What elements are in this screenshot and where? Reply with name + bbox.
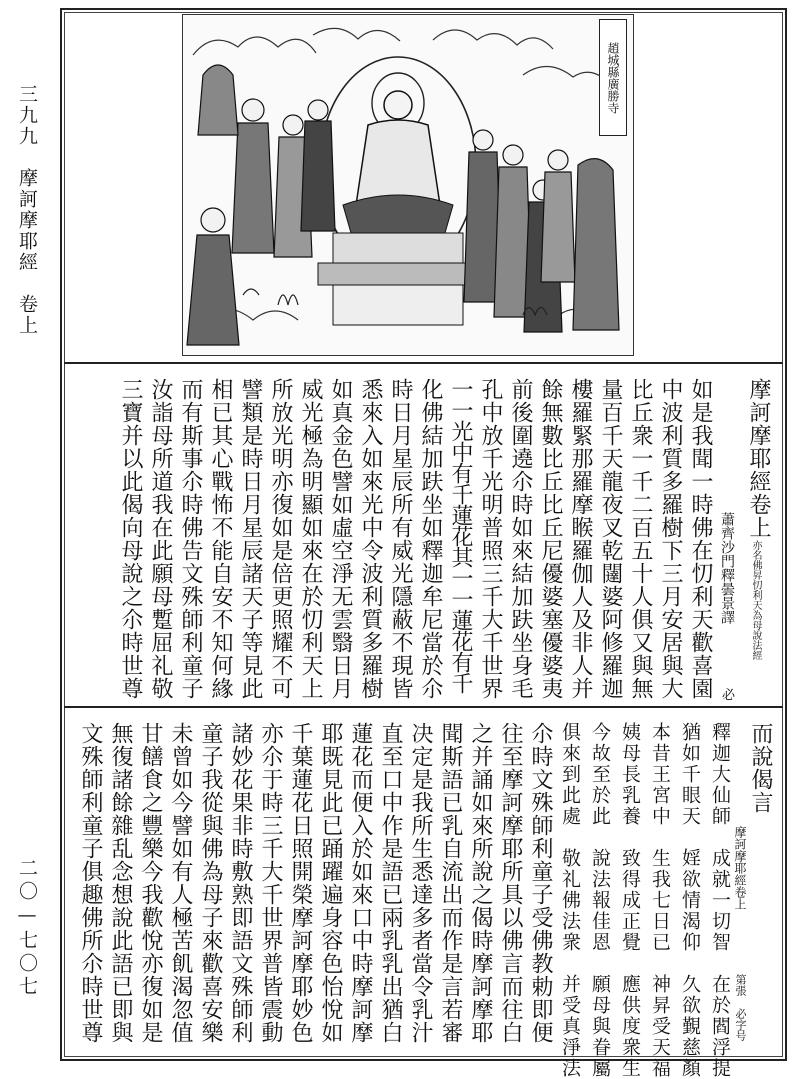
buddha-assembly-drawing [183,15,634,356]
verse-header: 而說偈言 [748,722,773,814]
text-column: 亦尒于時三千大千世界普皆震動 [258,722,283,1044]
text-column: 諸妙花果非時敷熟即語文殊師利 [228,722,253,1044]
verse-column: 本昔王宮中 生我七日已 神昇受天福 [649,722,671,1079]
text-column: 聞斯語已乳自流出而作是言若審 [438,722,463,1044]
text-column: 樓羅緊那羅摩睺羅伽人及非人并 [568,378,593,700]
margin-note-page: 第張 [734,974,747,996]
text-column: 譬類是時日月星辰諸天子等見此 [238,378,263,700]
text-column: 耶既見此已踊躍遍身容色怡悅如 [318,722,343,1044]
margin-page-number: 二〇—七〇七 [16,858,38,999]
margin-note-glyph: 必字号 [734,1008,747,1041]
text-column: 蓮花而便入於如來口中時摩訶摩 [348,722,373,1044]
text-column: 童子我從與佛為母子來歡喜安樂 [198,722,223,1044]
text-column: 中波利質多羅樹下三月安居與大 [658,378,683,700]
temple-cartouche: 趙城縣廣勝寺 [599,19,627,136]
text-column: 三寶并以此偈向母說之尒時世尊 [118,378,143,700]
verse-column: 釋迦大仙師 成就一切智 在於閻浮提 [709,722,731,1079]
text-column: 量百千天龍夜叉乾闥婆阿修羅迦 [598,378,623,700]
margin-note-title: 摩訶摩耶經卷上 [733,826,747,910]
text-column: 文殊師利童子俱趣佛所尒時世尊 [78,722,103,1044]
divider-top [64,362,783,364]
text-column: 時日月星辰所有威光隱蔽不現皆 [388,378,413,700]
translator-line: 蕭齊沙門釋曇景譯 [719,512,735,624]
text-column: 往至摩訶摩耶所具以佛言而往白 [498,722,523,1044]
text-column: 直至口中作是語已兩乳乳出猶白 [378,722,403,1044]
verse-column: 姨母長乳養 致得成正覺 應供度衆生 [619,722,641,1079]
text-column: 化佛結加趺坐如釋迦牟尼當於尒 [418,378,443,700]
text-column: 如真金色譬如虛空淨无雲翳日月 [328,378,353,700]
title-note: 亦名佛昇忉利天為母說法經 [750,540,761,660]
text-column: 而有斯事尒時佛告文殊師利童子 [178,378,203,700]
verse-column: 猶如千眼天 婬欲情渴仰 久欲覲慈顏 [679,722,701,1079]
margin-sutra-title: 三九九 摩訶摩耶經 卷上 [16,84,38,336]
text-column: 千葉蓮花日照開榮摩訶摩耶妙色 [288,722,313,1044]
text-column: 一一光中有千蓮花其一一蓮花有千 [448,378,473,693]
text-column: 所放光明亦復如是倍更照耀不可 [268,378,293,700]
sutra-title: 摩訶摩耶經卷上 [746,378,771,539]
text-column: 尒時文殊師利童子受佛教勅即便 [528,722,553,1044]
text-column: 相已其心戰怖不能自安不知何緣 [208,378,233,700]
mark-glyph: 必 [722,688,736,703]
frontispiece-illustration [182,14,634,356]
text-column: 决定是我所生悉達多者當令乳汁 [408,722,433,1044]
text-column: 如是我聞一時佛在忉利天歡喜園 [688,378,713,700]
text-column: 悉來入如來光中令波利質多羅樹 [358,378,383,700]
verse-column: 俱來到此處 敬礼佛法衆 并受真淨法 [559,722,581,1079]
text-column: 甘饍食之豐樂今我歡悅亦復如是 [138,722,163,1044]
text-column: 餘無數比丘比丘尼優婆塞優婆夷 [538,378,563,700]
text-column: 前後圍遶尒時如來結加趺坐身毛 [508,378,533,700]
divider-middle [64,706,783,708]
text-column: 無復諸餘雜乱念想說此語已即與 [108,722,133,1044]
text-column: 比丘衆一千二百五十人俱又與無 [628,378,653,700]
text-column: 威光極為明顯如來在於忉利天上 [298,378,323,700]
text-column: 孔中放千光明普照三千大千世界 [478,378,503,700]
text-column: 之并誦如來所說之偈時摩訶摩耶 [468,722,493,1044]
text-column: 未曾如今譬如有人極苦飢渴忽值 [168,722,193,1044]
verse-column: 今故至於此 說法報佳恩 願母與眷屬 [589,722,611,1079]
text-column: 汝詣母所道我在此願母蹔屈礼敬 [148,378,173,700]
